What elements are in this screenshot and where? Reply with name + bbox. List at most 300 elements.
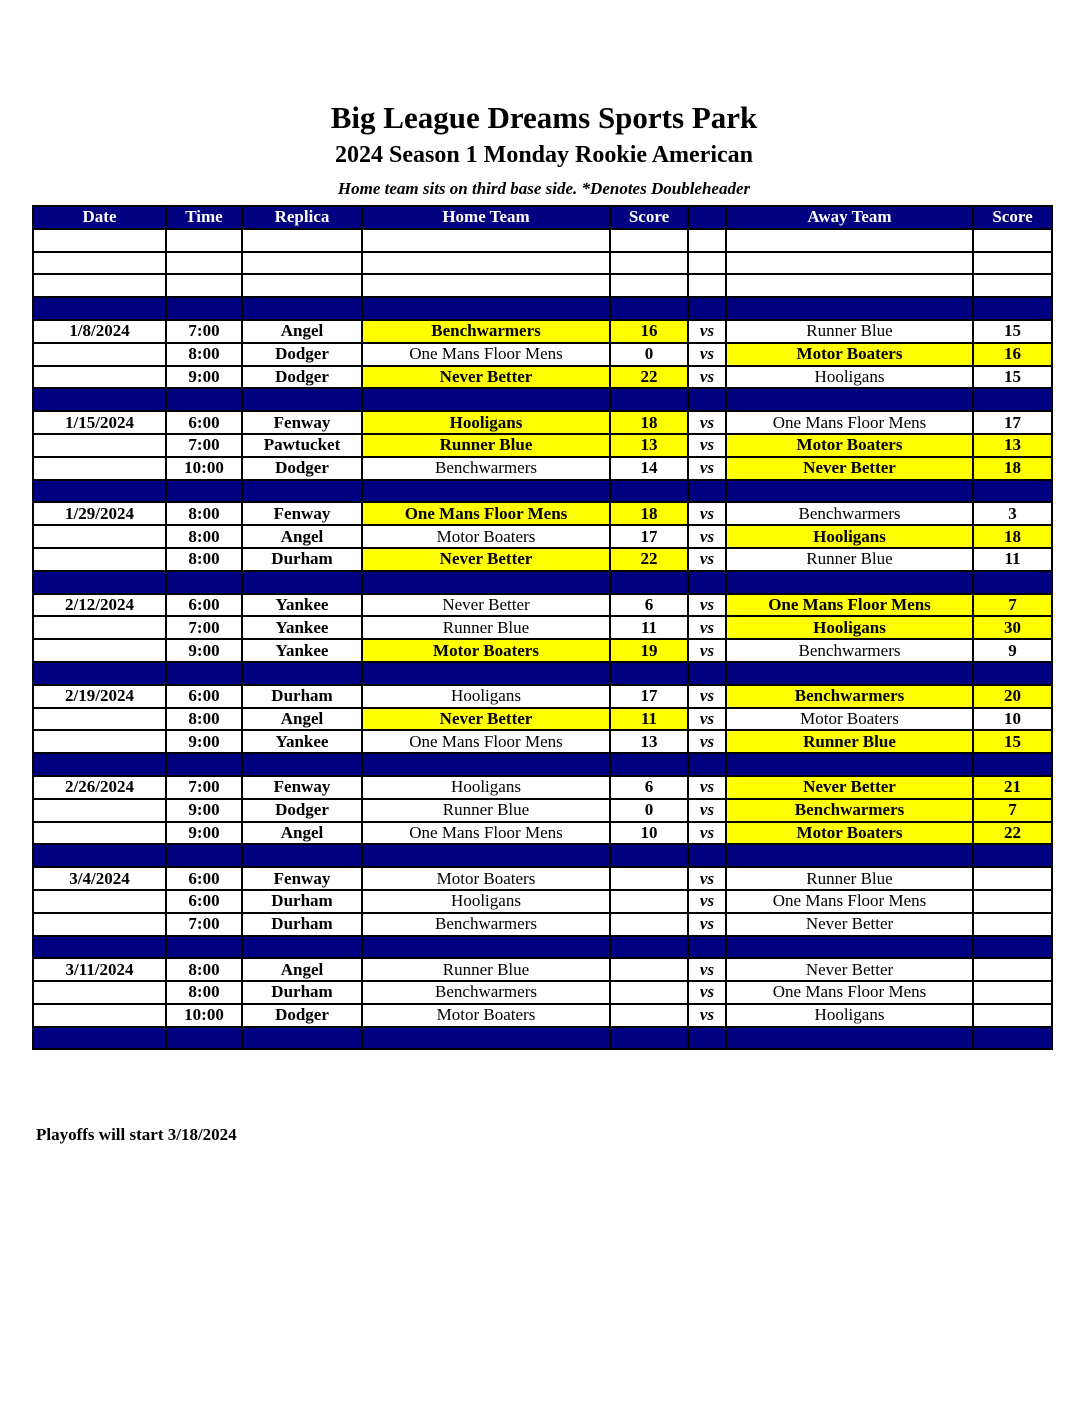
vs-cell: vs (688, 502, 726, 525)
time-cell: 8:00 (166, 343, 242, 366)
away-score-cell: 3 (973, 502, 1052, 525)
replica-cell: Dodger (242, 366, 362, 389)
away-team-cell: Never Better (726, 776, 973, 799)
time-cell: 8:00 (166, 502, 242, 525)
spacer-cell (726, 388, 973, 411)
spacer-cell (973, 662, 1052, 685)
home-team-cell: One Mans Floor Mens (362, 502, 610, 525)
vs-cell: vs (688, 434, 726, 457)
away-score-cell: 15 (973, 366, 1052, 389)
home-score-cell (610, 890, 688, 913)
vs-cell: vs (688, 616, 726, 639)
away-score-cell (973, 867, 1052, 890)
time-cell: 7:00 (166, 776, 242, 799)
replica-cell: Angel (242, 708, 362, 731)
spacer-cell (726, 753, 973, 776)
date-cell (33, 708, 166, 731)
cell-home-team (362, 274, 610, 297)
replica-cell: Dodger (242, 343, 362, 366)
home-team-cell: Never Better (362, 708, 610, 731)
spacer-row (33, 662, 1052, 685)
spacer-cell (726, 297, 973, 320)
cell-replica (242, 252, 362, 275)
home-team-cell: Never Better (362, 366, 610, 389)
cell-time (166, 274, 242, 297)
date-cell (33, 548, 166, 571)
home-team-cell: Hooligans (362, 890, 610, 913)
cell-away-score (973, 252, 1052, 275)
cell-date (33, 229, 166, 252)
home-team-cell: Never Better (362, 594, 610, 617)
home-team-cell: Motor Boaters (362, 1004, 610, 1027)
spacer-cell (166, 1027, 242, 1050)
away-team-cell: Never Better (726, 913, 973, 936)
date-cell: 3/11/2024 (33, 958, 166, 981)
home-team-cell: One Mans Floor Mens (362, 343, 610, 366)
time-cell: 7:00 (166, 320, 242, 343)
cell-away-score (973, 274, 1052, 297)
away-score-cell: 7 (973, 594, 1052, 617)
date-cell: 3/4/2024 (33, 867, 166, 890)
home-team-cell: Benchwarmers (362, 457, 610, 480)
home-score-cell: 18 (610, 502, 688, 525)
spacer-cell (688, 480, 726, 503)
replica-cell: Durham (242, 913, 362, 936)
date-cell (33, 981, 166, 1004)
vs-cell: vs (688, 639, 726, 662)
replica-cell: Fenway (242, 502, 362, 525)
cell-date (33, 274, 166, 297)
date-cell (33, 890, 166, 913)
home-team-cell: Hooligans (362, 776, 610, 799)
away-score-cell: 15 (973, 730, 1052, 753)
away-score-cell (973, 1004, 1052, 1027)
home-team-cell: Benchwarmers (362, 913, 610, 936)
away-team-cell: Hooligans (726, 616, 973, 639)
time-cell: 9:00 (166, 366, 242, 389)
game-row (33, 320, 1052, 343)
spacer-cell (33, 753, 166, 776)
game-row (33, 822, 1052, 845)
home-team-cell: Runner Blue (362, 434, 610, 457)
away-team-cell: Runner Blue (726, 867, 973, 890)
time-cell: 9:00 (166, 730, 242, 753)
cell-home-score (610, 229, 688, 252)
date-cell (33, 343, 166, 366)
home-score-cell: 6 (610, 594, 688, 617)
date-cell (33, 913, 166, 936)
vs-cell: vs (688, 320, 726, 343)
spacer-cell (362, 297, 610, 320)
game-row (33, 411, 1052, 434)
time-cell: 8:00 (166, 981, 242, 1004)
replica-cell: Angel (242, 525, 362, 548)
spacer-cell (33, 388, 166, 411)
away-score-cell: 18 (973, 457, 1052, 480)
home-team-cell: Motor Boaters (362, 867, 610, 890)
time-cell: 9:00 (166, 639, 242, 662)
spacer-cell (166, 662, 242, 685)
home-score-cell (610, 867, 688, 890)
spacer-cell (688, 753, 726, 776)
game-row (33, 708, 1052, 731)
home-team-cell: Runner Blue (362, 799, 610, 822)
spacer-cell (242, 662, 362, 685)
replica-cell: Durham (242, 890, 362, 913)
spacer-row (33, 571, 1052, 594)
game-row (33, 457, 1052, 480)
home-score-cell: 13 (610, 730, 688, 753)
away-team-cell: Runner Blue (726, 548, 973, 571)
home-team-cell: Hooligans (362, 411, 610, 434)
home-score-cell: 22 (610, 548, 688, 571)
replica-cell: Fenway (242, 867, 362, 890)
vs-cell: vs (688, 685, 726, 708)
replica-cell: Angel (242, 320, 362, 343)
spacer-cell (688, 297, 726, 320)
vs-cell: vs (688, 594, 726, 617)
away-team-cell: One Mans Floor Mens (726, 981, 973, 1004)
vs-cell: vs (688, 548, 726, 571)
time-cell: 7:00 (166, 616, 242, 639)
spacer-cell (688, 936, 726, 959)
spacer-cell (33, 936, 166, 959)
vs-cell: vs (688, 343, 726, 366)
time-cell: 9:00 (166, 799, 242, 822)
vs-cell: vs (688, 958, 726, 981)
spacer-cell (33, 844, 166, 867)
away-team-cell: Runner Blue (726, 320, 973, 343)
playoffs-note: Playoffs will start 3/18/2024 (36, 1125, 237, 1144)
away-team-cell: Hooligans (726, 525, 973, 548)
cell-replica (242, 229, 362, 252)
home-team-cell: Motor Boaters (362, 525, 610, 548)
vs-cell: vs (688, 525, 726, 548)
away-score-cell: 21 (973, 776, 1052, 799)
spacer-cell (973, 753, 1052, 776)
away-score-cell (973, 913, 1052, 936)
spacer-cell (726, 480, 973, 503)
spacer-cell (362, 844, 610, 867)
spacer-cell (362, 936, 610, 959)
vs-cell: vs (688, 730, 726, 753)
spacer-cell (166, 388, 242, 411)
spacer-cell (610, 753, 688, 776)
time-cell: 7:00 (166, 913, 242, 936)
away-team-cell: One Mans Floor Mens (726, 411, 973, 434)
spacer-cell (688, 1027, 726, 1050)
vs-cell: vs (688, 366, 726, 389)
spacer-cell (242, 936, 362, 959)
spacer-cell (242, 753, 362, 776)
date-cell (33, 799, 166, 822)
away-score-cell: 22 (973, 822, 1052, 845)
spacer-cell (610, 571, 688, 594)
game-row (33, 958, 1052, 981)
replica-cell: Dodger (242, 457, 362, 480)
date-cell (33, 822, 166, 845)
time-cell: 6:00 (166, 411, 242, 434)
spacer-cell (33, 571, 166, 594)
game-row (33, 502, 1052, 525)
home-team-cell: Benchwarmers (362, 981, 610, 1004)
game-row (33, 616, 1052, 639)
header-vs (688, 206, 726, 229)
home-score-cell: 0 (610, 799, 688, 822)
spacer-cell (166, 844, 242, 867)
date-cell: 2/19/2024 (33, 685, 166, 708)
cell-home-score (610, 252, 688, 275)
game-row (33, 890, 1052, 913)
spacer-cell (726, 844, 973, 867)
spacer-cell (362, 480, 610, 503)
time-cell: 8:00 (166, 548, 242, 571)
time-cell: 7:00 (166, 434, 242, 457)
time-cell: 6:00 (166, 867, 242, 890)
vs-cell: vs (688, 1004, 726, 1027)
vs-cell: vs (688, 867, 726, 890)
cell-time (166, 229, 242, 252)
home-score-cell: 19 (610, 639, 688, 662)
spacer-cell (973, 571, 1052, 594)
home-team-cell: Never Better (362, 548, 610, 571)
away-score-cell: 16 (973, 343, 1052, 366)
spacer-cell (973, 1027, 1052, 1050)
home-score-cell: 11 (610, 708, 688, 731)
away-score-cell: 20 (973, 685, 1052, 708)
vs-cell: vs (688, 411, 726, 434)
vs-cell: vs (688, 708, 726, 731)
home-score-cell: 17 (610, 685, 688, 708)
spacer-cell (362, 753, 610, 776)
away-score-cell (973, 890, 1052, 913)
replica-cell: Dodger (242, 1004, 362, 1027)
away-score-cell: 7 (973, 799, 1052, 822)
home-score-cell: 11 (610, 616, 688, 639)
spacer-cell (973, 844, 1052, 867)
away-score-cell: 11 (973, 548, 1052, 571)
game-row (33, 685, 1052, 708)
spacer-cell (688, 844, 726, 867)
cell-date (33, 252, 166, 275)
vs-cell: vs (688, 890, 726, 913)
game-row (33, 799, 1052, 822)
replica-cell: Durham (242, 548, 362, 571)
spacer-cell (726, 1027, 973, 1050)
header-home-team: Home Team (362, 206, 610, 229)
spacer-row (33, 753, 1052, 776)
spacer-cell (166, 480, 242, 503)
schedule-table (32, 205, 1053, 1050)
away-team-cell: One Mans Floor Mens (726, 890, 973, 913)
header-home-score: Score (610, 206, 688, 229)
spacer-cell (610, 936, 688, 959)
vs-cell: vs (688, 776, 726, 799)
replica-cell: Pawtucket (242, 434, 362, 457)
cell-home-team (362, 252, 610, 275)
replica-cell: Angel (242, 822, 362, 845)
away-team-cell: Benchwarmers (726, 799, 973, 822)
date-cell: 1/8/2024 (33, 320, 166, 343)
header-away-team: Away Team (726, 206, 973, 229)
spacer-cell (362, 1027, 610, 1050)
time-cell: 8:00 (166, 708, 242, 731)
replica-cell: Fenway (242, 411, 362, 434)
game-row (33, 366, 1052, 389)
spacer-cell (242, 844, 362, 867)
date-cell: 1/29/2024 (33, 502, 166, 525)
replica-cell: Fenway (242, 776, 362, 799)
date-cell (33, 366, 166, 389)
spacer-row (33, 297, 1052, 320)
date-cell: 2/26/2024 (33, 776, 166, 799)
cell-time (166, 252, 242, 275)
spacer-cell (610, 1027, 688, 1050)
date-cell: 1/15/2024 (33, 411, 166, 434)
spacer-cell (688, 571, 726, 594)
time-cell: 6:00 (166, 685, 242, 708)
cell-vs (688, 274, 726, 297)
vs-cell: vs (688, 981, 726, 1004)
away-team-cell: Never Better (726, 457, 973, 480)
game-row (33, 1004, 1052, 1027)
spacer-row (33, 844, 1052, 867)
game-row (33, 639, 1052, 662)
spacer-cell (166, 571, 242, 594)
spacer-cell (726, 936, 973, 959)
cell-home-team (362, 229, 610, 252)
away-team-cell: Motor Boaters (726, 434, 973, 457)
spacer-cell (610, 297, 688, 320)
blank-row (33, 274, 1052, 297)
spacer-cell (242, 297, 362, 320)
game-row (33, 548, 1052, 571)
away-score-cell: 10 (973, 708, 1052, 731)
cell-replica (242, 274, 362, 297)
away-team-cell: Hooligans (726, 366, 973, 389)
spacer-cell (610, 388, 688, 411)
game-row (33, 867, 1052, 890)
replica-cell: Yankee (242, 616, 362, 639)
time-cell: 10:00 (166, 457, 242, 480)
spacer-cell (973, 480, 1052, 503)
spacer-cell (166, 753, 242, 776)
home-team-cell: Hooligans (362, 685, 610, 708)
date-cell (33, 434, 166, 457)
home-team-cell: One Mans Floor Mens (362, 822, 610, 845)
date-cell (33, 730, 166, 753)
away-score-cell: 9 (973, 639, 1052, 662)
date-cell (33, 1004, 166, 1027)
spacer-cell (973, 297, 1052, 320)
away-team-cell: Runner Blue (726, 730, 973, 753)
date-cell (33, 639, 166, 662)
away-score-cell: 15 (973, 320, 1052, 343)
spacer-cell (33, 297, 166, 320)
time-cell: 10:00 (166, 1004, 242, 1027)
home-score-cell (610, 981, 688, 1004)
time-cell: 9:00 (166, 822, 242, 845)
home-team-cell: Motor Boaters (362, 639, 610, 662)
date-cell (33, 525, 166, 548)
home-score-cell: 16 (610, 320, 688, 343)
home-score-cell (610, 913, 688, 936)
home-team-cell: Benchwarmers (362, 320, 610, 343)
schedule-note: Home team sits on third base side. *Denotes Doubleheader (337, 179, 751, 198)
blank-row (33, 252, 1052, 275)
spacer-cell (33, 662, 166, 685)
spacer-cell (362, 662, 610, 685)
away-team-cell: Never Better (726, 958, 973, 981)
replica-cell: Yankee (242, 594, 362, 617)
home-team-cell: Runner Blue (362, 958, 610, 981)
replica-cell: Durham (242, 981, 362, 1004)
spacer-row (33, 388, 1052, 411)
home-team-cell: One Mans Floor Mens (362, 730, 610, 753)
spacer-cell (610, 844, 688, 867)
away-team-cell: Motor Boaters (726, 343, 973, 366)
away-team-cell: Benchwarmers (726, 639, 973, 662)
spacer-cell (242, 1027, 362, 1050)
blank-row (33, 229, 1052, 252)
header-row (33, 206, 1052, 229)
away-team-cell: Motor Boaters (726, 708, 973, 731)
away-score-cell: 13 (973, 434, 1052, 457)
spacer-row (33, 480, 1052, 503)
away-score-cell: 30 (973, 616, 1052, 639)
game-row (33, 981, 1052, 1004)
away-score-cell (973, 981, 1052, 1004)
spacer-row (33, 1027, 1052, 1050)
spacer-cell (973, 388, 1052, 411)
home-score-cell: 13 (610, 434, 688, 457)
cell-home-score (610, 274, 688, 297)
time-cell: 8:00 (166, 958, 242, 981)
game-row (33, 730, 1052, 753)
away-team-cell: Benchwarmers (726, 502, 973, 525)
game-row (33, 913, 1052, 936)
replica-cell: Yankee (242, 639, 362, 662)
home-score-cell: 6 (610, 776, 688, 799)
vs-cell: vs (688, 822, 726, 845)
home-score-cell (610, 958, 688, 981)
home-score-cell (610, 1004, 688, 1027)
game-row (33, 525, 1052, 548)
game-row (33, 594, 1052, 617)
away-score-cell: 18 (973, 525, 1052, 548)
spacer-cell (166, 936, 242, 959)
home-score-cell: 22 (610, 366, 688, 389)
spacer-cell (362, 571, 610, 594)
spacer-cell (688, 388, 726, 411)
date-cell (33, 616, 166, 639)
header-away-score: Score (973, 206, 1052, 229)
spacer-cell (33, 1027, 166, 1050)
page-title: Big League Dreams Sports Park (330, 100, 758, 135)
home-team-cell: Runner Blue (362, 616, 610, 639)
spacer-cell (242, 480, 362, 503)
away-team-cell: One Mans Floor Mens (726, 594, 973, 617)
vs-cell: vs (688, 457, 726, 480)
spacer-cell (166, 297, 242, 320)
cell-away-team (726, 252, 973, 275)
away-team-cell: Hooligans (726, 1004, 973, 1027)
spacer-cell (726, 662, 973, 685)
home-score-cell: 0 (610, 343, 688, 366)
spacer-row (33, 936, 1052, 959)
home-score-cell: 17 (610, 525, 688, 548)
replica-cell: Angel (242, 958, 362, 981)
